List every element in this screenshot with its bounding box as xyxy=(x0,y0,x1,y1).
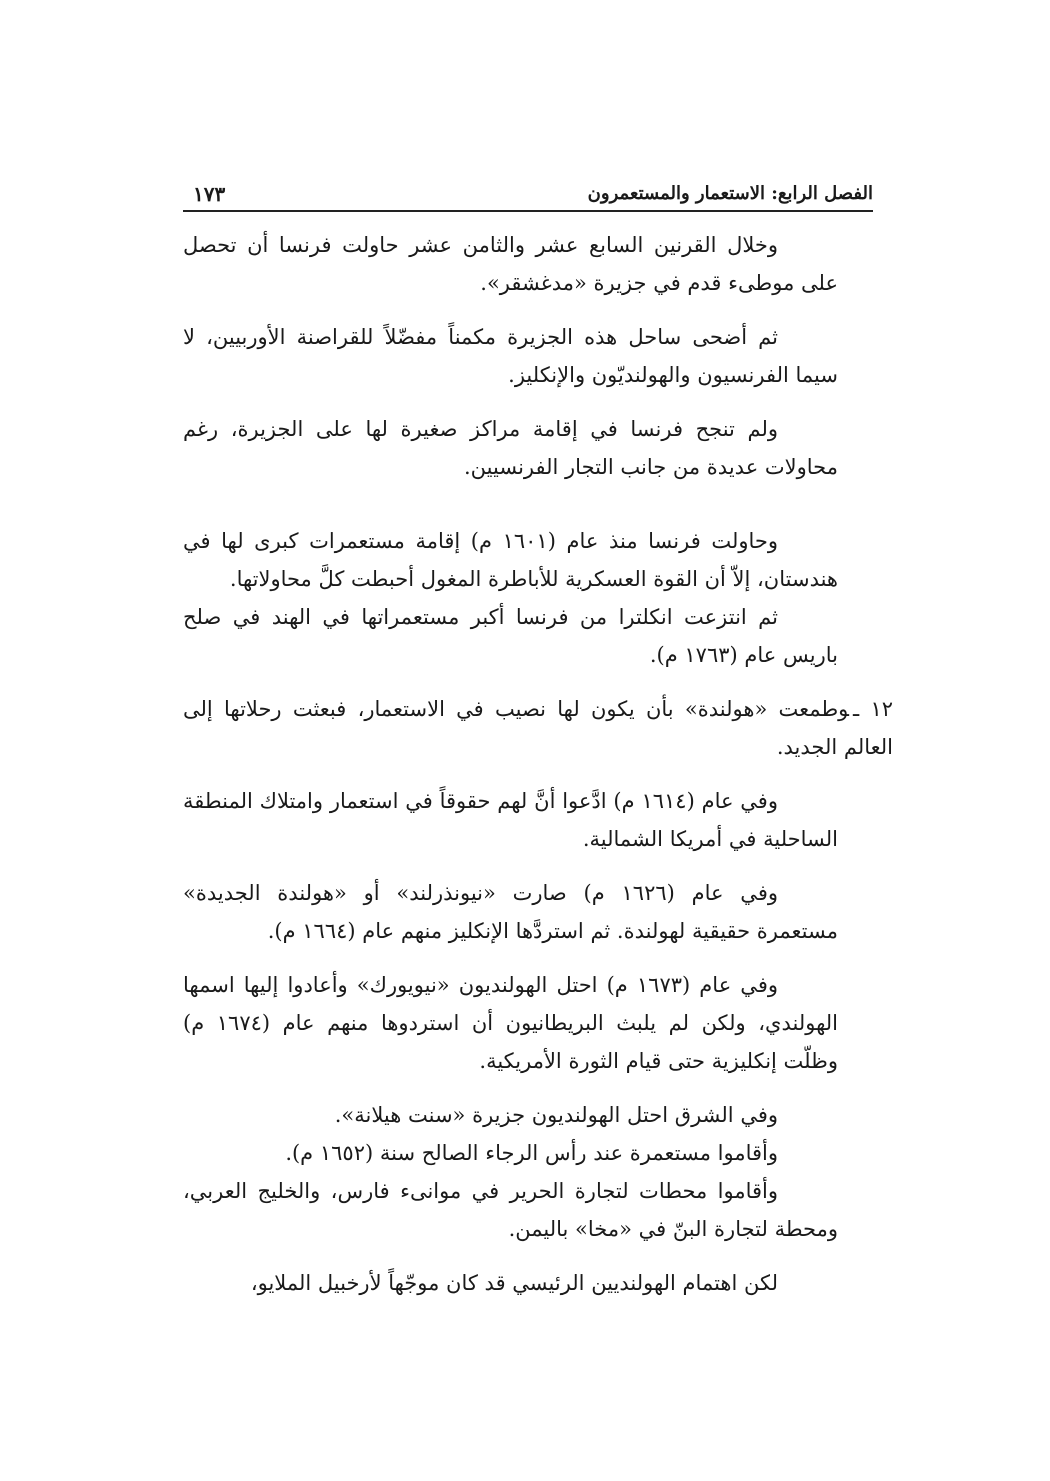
paragraph: وخلال القرنين السابع عشر والثامن عشر حاولت فرنسا أن تحصل على موطىء قدم في جزيرة «مدغشقر». xyxy=(183,233,838,295)
paragraph: وفي الشرق احتل الهولنديون جزيرة «سنت هيلانة». xyxy=(334,1103,778,1127)
paragraph: وحاولت فرنسا منذ عام (١٦٠١ م) إقامة مستعمرات كبرى لها في هندستان، إلاّ أن القوة العسكرية للأباطرة المغول أحبطت كلَّ محاولاتها. xyxy=(183,529,838,591)
book-page xyxy=(183,170,893,1370)
page-body xyxy=(183,226,893,1302)
paragraph: وأقاموا مستعمرة عند رأس الرجاء الصالح سنة (١٦٥٢ م). xyxy=(285,1141,778,1165)
running-header xyxy=(183,170,873,212)
paragraph: ثم انتزعت انكلترا من فرنسا أكبر مستعمراتها في الهند في صلح باريس عام (١٧٦٣ م). xyxy=(183,605,838,667)
paragraph: ثم أضحى ساحل هذه الجزيرة مكمناً مفضّلاً للقراصنة الأوربيين، لا سيما الفرنسيون والهولنديّون والإنكليز. xyxy=(183,325,838,387)
paragraph: وفي عام (١٦١٤ م) ادَّعوا أنَّ لهم حقوقاً في استعمار وامتلاك المنطقة الساحلية في أمريكا الشمالية. xyxy=(183,789,838,851)
paragraph: لكن اهتمام الهولنديين الرئيسي قد كان موجّهاً لأرخبيل الملايو، xyxy=(250,1271,778,1295)
list-number: ١٢ ـ xyxy=(853,697,893,721)
paragraph-text: وطمعت «هولندة» بأن يكون لها نصيب في الاستعمار، فبعثت رحلاتها إلى العالم الجديد. xyxy=(183,697,893,759)
chapter-title: الفصل الرابع: الاستعمار والمستعمرون xyxy=(587,183,873,204)
paragraph: وفي عام (١٦٢٦ م) صارت «نيونذرلند» أو «هولندة الجديدة» مستعمرة حقيقية لهولندة. ثم استردَّها الإنكليز منهم عام (١٦٦٤ م). xyxy=(183,881,838,943)
paragraph: وفي عام (١٦٧٣ م) احتل الهولنديون «نيويورك» وأعادوا إليها اسمها الهولندي، ولكن لم يلبث البريطانيون أن استردوها منهم عام (١٦٧٤ م) وظلّت إنكليزية حتى قيام الثورة الأمريكية. xyxy=(183,973,838,1073)
page-number: ١٧٣ xyxy=(193,182,226,206)
paragraph: وأقاموا محطات لتجارة الحرير في موانىء فارس، والخليج العربي، ومحطة لتجارة البنّ في «مخا» باليمن. xyxy=(183,1179,838,1241)
paragraph: ولم تنجح فرنسا في إقامة مراكز صغيرة لها على الجزيرة، رغم محاولات عديدة من جانب التجار الفرنسيين. xyxy=(183,417,838,479)
numbered-paragraph xyxy=(183,690,893,766)
